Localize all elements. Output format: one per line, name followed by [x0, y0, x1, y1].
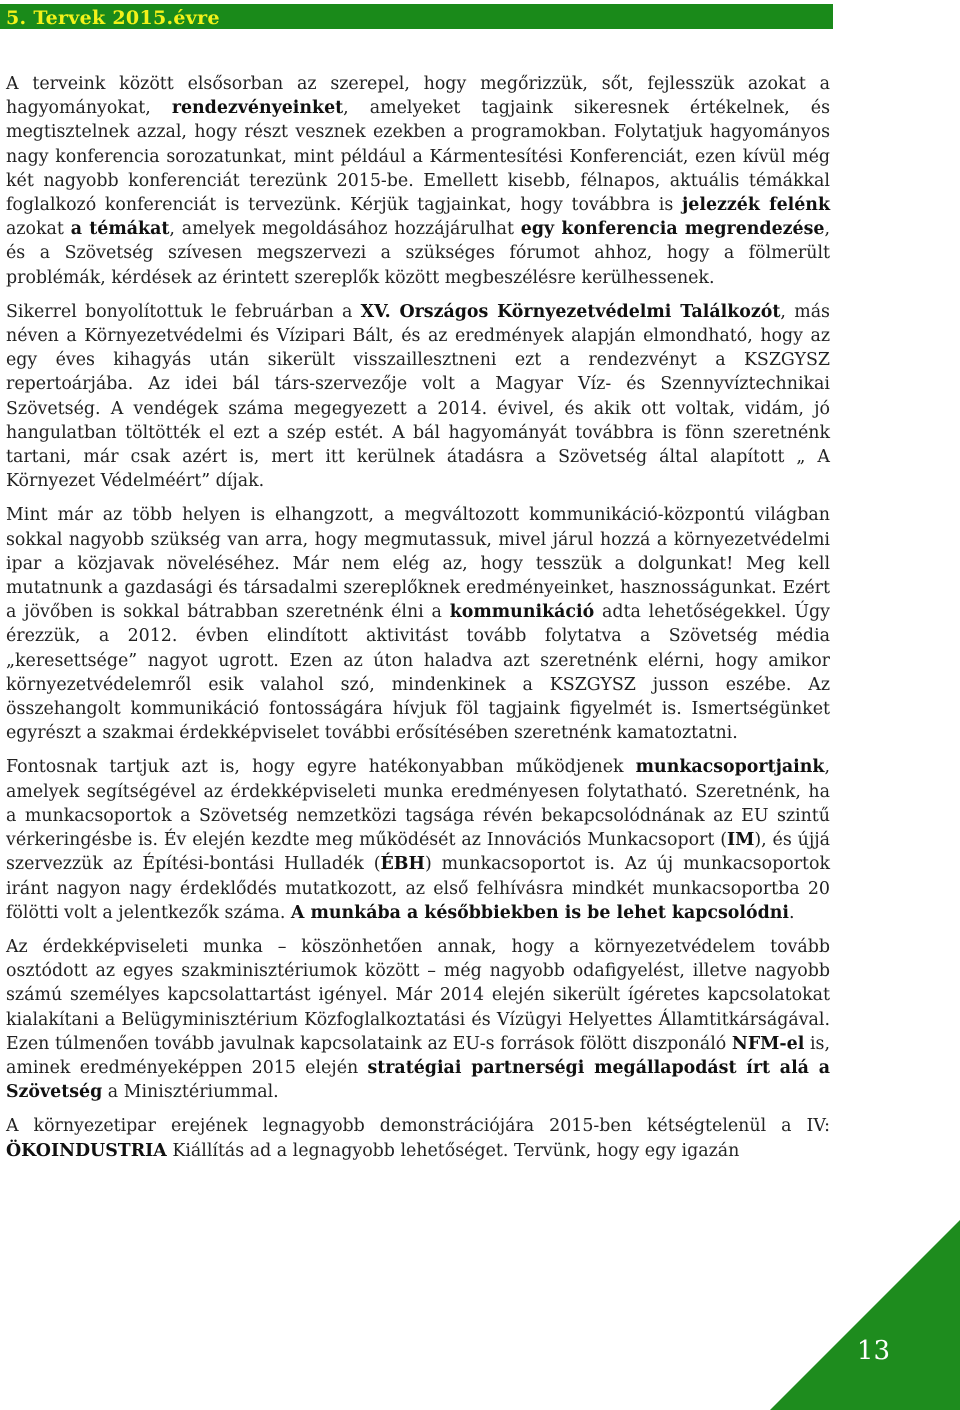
page-corner-decoration: [770, 1220, 960, 1410]
paragraph: [6, 300, 830, 494]
text-run: ), és újjá szervezzük az Építési-bontási Hulladék (: [6, 830, 830, 875]
text-run: is, aminek eredményeképpen 2015 elején: [6, 1033, 830, 1078]
text-run: a Minisztériummal.: [102, 1082, 279, 1103]
page-number: 13: [856, 1336, 890, 1366]
bold-text: ÉBH: [380, 854, 425, 875]
section-heading-bar: [0, 4, 833, 29]
bold-text: jelezzék felénk: [681, 195, 830, 216]
paragraph: [6, 503, 830, 745]
text-run: A környezetipar erejének legnagyobb demonstrációjára 2015-ben kétségtelenül a IV:: [6, 1116, 830, 1137]
text-run: Mint már az több helyen is elhangzott, a megváltozott kommunikáció-központú világban sokkal nagyobb szükség van arra, hogy megmutassuk, mivel járul hozzá a környezetvédelmi ipar a közjavak növeléséhez. Már nem elég az, hogy tesszük a dolgunkat! Meg kell mutatnunk a gazdasági és társadalmi szereplőknek eredményeinket, hasznosságunkat. Ezért a jövőben is sokkal bátrabban szeretnénk élni a: [6, 505, 830, 623]
body-text: [6, 72, 830, 1173]
paragraph: [6, 1114, 830, 1162]
bold-text: kommunikáció: [449, 602, 595, 623]
bold-text: A munkába a későbbiekben is be lehet kapcsolódni: [290, 902, 790, 923]
bold-text: rendezvényeinket: [171, 98, 344, 119]
paragraph: [6, 935, 830, 1104]
text-run: Az érdekképviseleti munka – köszönhetően annak, hogy a környezetvédelem tovább osztódott az egyes szakminisztériumok között – még nagyobb odafigyelést, illetve nagyobb számú személyes kapcsolattartást igényel. Már 2014 elején sikerült ígéretes kapcsolatokat kialakítani a Belügyminisztérium Közfoglalkoztatási és Vízügyi Helyettes Államtitkárságával. Ezen túlmenően tovább javulnak kapcsolataink az EU-s források fölött diszponáló: [6, 936, 830, 1054]
bold-text: XV. Országos Környezetvédelmi Találkozót: [360, 301, 781, 322]
text-run: Sikerrel bonyolítottuk le februárban a: [6, 301, 361, 322]
bold-text: NFM-el: [731, 1033, 805, 1054]
bold-text: ÖKOINDUSTRIA: [6, 1140, 167, 1161]
paragraph: [6, 72, 830, 290]
paragraph: [6, 755, 830, 924]
bold-text: stratégiai partnerségi megállapodást írt alá a Szövetség: [6, 1057, 830, 1103]
text-run: A terveink között elsősorban az szerepel, hogy megőrizzük, sőt, fejlesszük azokat a hagyományokat,: [6, 74, 830, 119]
bold-text: a témákat: [70, 219, 170, 240]
text-run: , amelyek megoldásához hozzájárulhat: [169, 219, 521, 240]
text-run: , amelyek segítségével az érdekképviseleti munka eredményesen folytatható. Szeretnénk, ha a munkacsoportok a Szövetség nemzetközi tagsága révén bekapcsolódnának az EU szintű vérkeringésbe is. Év elején kezdte meg működését az Innovációs Munkacsoport (: [6, 757, 830, 851]
section-heading: 5. Tervek 2015.évre: [6, 7, 220, 29]
text-run: , más néven a Környezetvédelmi és Vízipari Bált, és az eredmények alapján elmondható, hogy az egy éves kihagyás után sikerült visszaillesztneni ezt a rendezvényt a KSZGYSZ repertoárjába. Az idei bál társ-szervezője volt a Magyar Víz- és Szennyvíztechnikai Szövetség. A vendégek száma megegyezett a 2014. évivel, és akik ott voltak, vidám, jó hangulatban töltötték el ezt a szép estét. A bál hagyományát továbbra is fönn szeretnénk tartani, már csak azért is, mert itt kerülnek átadásra a Szövetség által alapított „ A Környezet Védelméért” díjak.: [6, 301, 830, 492]
text-run: azokat: [6, 219, 71, 240]
text-run: , amelyeket tagjaink sikeresnek értékelnek, és megtisztelnek azzal, hogy részt vesznek ezekben a programokban. Folytatjuk hagyományos nagy konferencia sorozatunkat, mint például a Kármentesítési Konferenciát, ezen kívül még két nagyobb konferenciát terezünk 2015-be. Emellett kisebb, félnapos, aktuális témákkal foglalkozó konferenciát is tervezünk. Kérjük tagjainkat, hogy továbbra is: [6, 98, 830, 216]
bold-text: munkacsoportjaink: [635, 757, 825, 778]
bold-text: egy konferencia megrendezése: [520, 219, 825, 240]
text-run: Kiállítás ad a legnagyobb lehetőséget. Tervünk, hogy egy igazán: [166, 1140, 740, 1161]
bold-text: IM: [727, 830, 755, 851]
text-run: adta lehetőségekkel. Úgy érezzük, a 2012. évben elindított aktivitást tovább folytatva a Szövetség média „keresettsége” nagyot ugrott. Ezen az úton haladva azt szeretnénk elérni, hogy amikor környezetvédelemről esik valahol szó, mindenkinek a KSZGYSZ jusson eszébe. Az összehangolt kommunikáció fontosságára hívjuk föl tagjaink figyelmét is. Ismertségünket egyrészt a szakmai érdekképviselet további erősítésében szeretnénk kamatoztatni.: [6, 602, 830, 744]
text-run: , és a Szövetség szívesen megszervezi a szükséges fórumot ahhoz, hogy a fölmerült problémák, kérdések az érintett szereplők között megbeszélésre kerülhessenek.: [6, 219, 830, 288]
text-run: ) munkacsoportot is. Az új munkacsoportok iránt nagyon nagy érdeklődés mutatkozott, az első felhívásra mindkét munkacsoportba 20 fölötti volt a jelentkezők száma.: [6, 854, 830, 923]
text-run: .: [789, 902, 795, 923]
text-run: Fontosnak tartjuk azt is, hogy egyre hatékonyabban működjenek: [6, 757, 636, 778]
